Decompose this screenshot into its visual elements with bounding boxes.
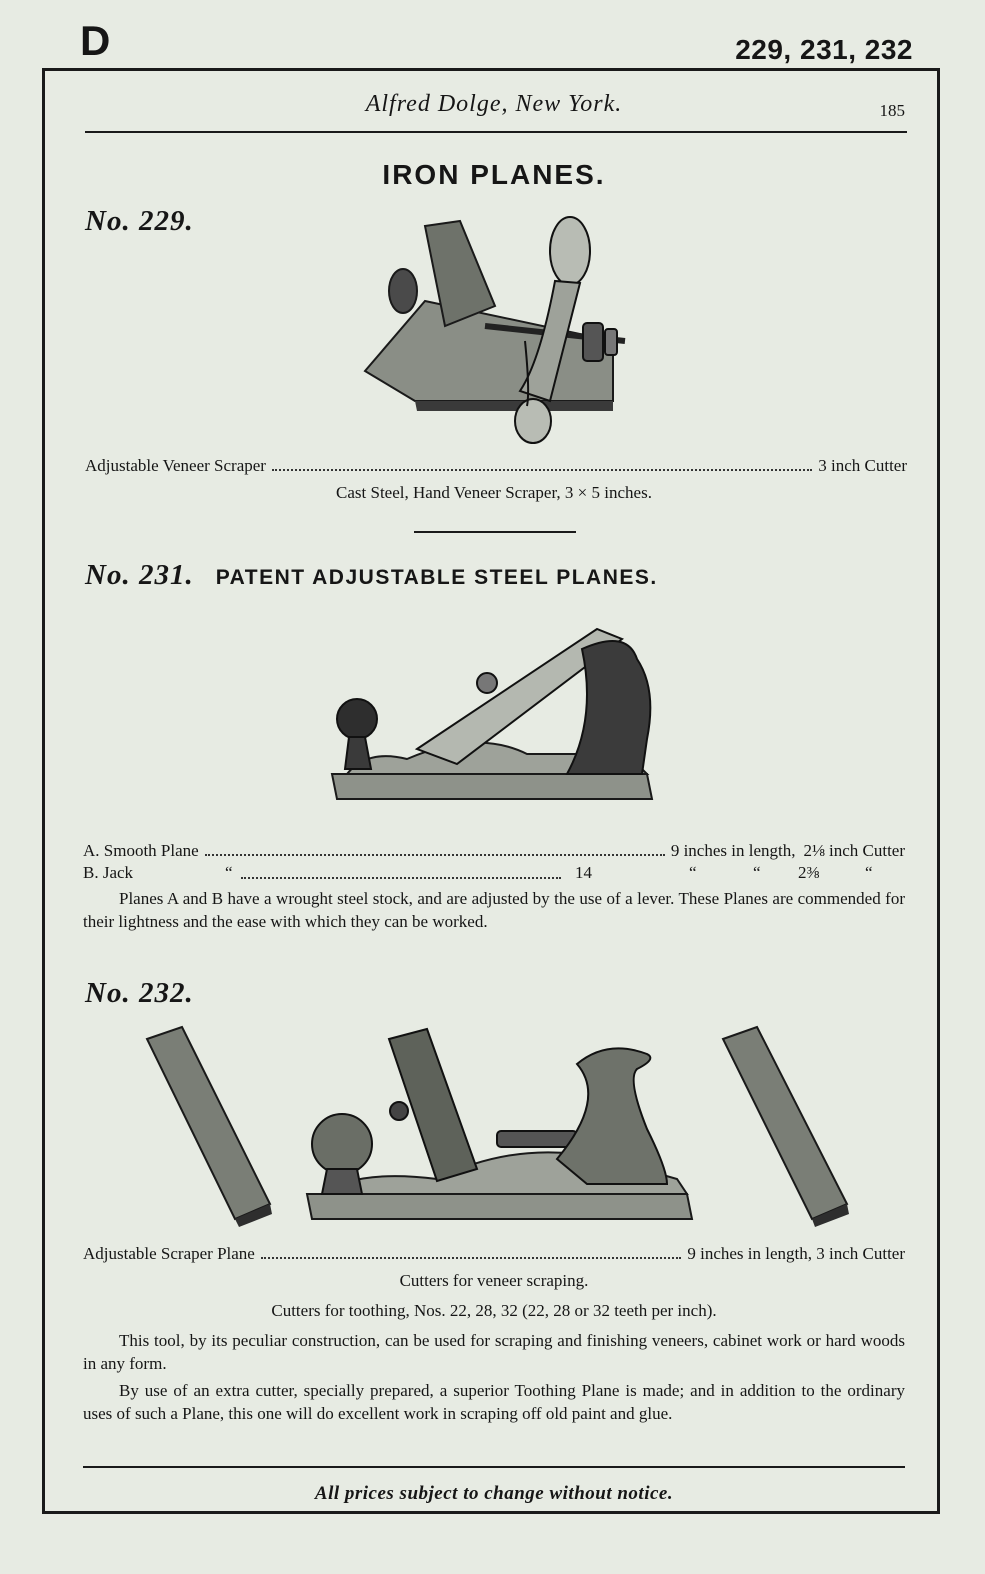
smooth-plane-illustration — [327, 609, 667, 809]
model-232-paragraph-1-text: This tool, by its peculiar construction, can be used for scraping and finishing veneers, cabinet work or hard woods in any form. — [83, 1331, 905, 1373]
model-231-subheading: PATENT ADJUSTABLE STEEL PLANES. — [215, 566, 658, 589]
corner-model-numbers: 229, 231, 232 — [735, 34, 913, 65]
dotted-leader — [241, 877, 561, 879]
veneer-scraper-illustration — [355, 211, 635, 441]
dotted-leader — [205, 854, 665, 856]
model-231-heading-line — [85, 559, 658, 592]
ditto-mark: “ — [865, 863, 873, 882]
ditto-mark: “ — [753, 863, 761, 882]
model-231-row-a — [83, 841, 905, 861]
model-232-note-toothing: Cutters for toothing, Nos. 22, 28, 32 (22, 28 or 32 teeth per inch). — [271, 1301, 717, 1320]
model-231-row-a-length: 9 inches in length, — [670, 841, 796, 860]
ditto-mark: “ — [689, 863, 697, 882]
page-number: 185 — [879, 101, 905, 120]
model-229-heading: No. 229. — [85, 205, 194, 237]
page-header-title: Alfred Dolge, New York. — [365, 91, 623, 117]
model-231-row-a-cutter: 2⅛ inch Cutter — [803, 841, 905, 860]
model-229-item-name: Adjustable Veneer Scraper — [85, 456, 266, 475]
ditto-mark: “ — [225, 863, 233, 882]
section-title: IRON PLANES. — [382, 159, 606, 190]
header-rule — [85, 131, 907, 133]
model-231-row-b-label: B. Jack — [83, 863, 134, 882]
model-229-note: Cast Steel, Hand Veneer Scraper, 3 × 5 inches. — [336, 483, 652, 502]
model-229-price-line — [85, 456, 907, 476]
model-231-description-text: Planes A and B have a wrought steel stock, and are adjusted by the use of a lever. These Planes are commended for their lightness and the ease with which they can be worked. — [83, 889, 905, 931]
model-232-paragraph-2-text: By use of an extra cutter, specially prepared, a superior Toothing Plane is made; and in addition to the ordinary uses of such a Plane, this one will do excellent work in scraping off old paint and glue. — [83, 1381, 905, 1423]
model-231-row-b-cutter: 2⅜ — [798, 863, 820, 882]
model-231-heading: No. 231. — [85, 559, 194, 591]
model-232-item-name: Adjustable Scraper Plane — [83, 1244, 255, 1263]
model-232-note-veneer: Cutters for veneer scraping. — [399, 1271, 589, 1290]
model-232-heading: No. 232. — [85, 977, 194, 1009]
corner-section-letter: D — [80, 17, 111, 64]
model-231-row-a-label: A. Smooth Plane — [83, 841, 199, 860]
model-231-description — [83, 887, 905, 933]
model-231-row-b — [83, 863, 905, 883]
scraper-plane-illustration — [137, 1019, 857, 1229]
catalog-page-frame — [42, 68, 940, 1514]
model-232-item-size: 9 inches in length, 3 inch Cutter — [687, 1244, 905, 1263]
dotted-leader — [261, 1257, 682, 1259]
model-231-row-b-length: 14 — [575, 863, 592, 882]
section-divider — [414, 531, 576, 533]
footer-rule — [83, 1466, 905, 1468]
footer-price-notice: All prices subject to change without notice. — [314, 1483, 674, 1504]
model-229-item-size: 3 inch Cutter — [818, 456, 907, 475]
model-232-price-line — [83, 1244, 905, 1264]
model-232-paragraph-1 — [83, 1329, 905, 1375]
dotted-leader — [272, 469, 812, 471]
model-232-paragraph-2 — [83, 1379, 905, 1425]
